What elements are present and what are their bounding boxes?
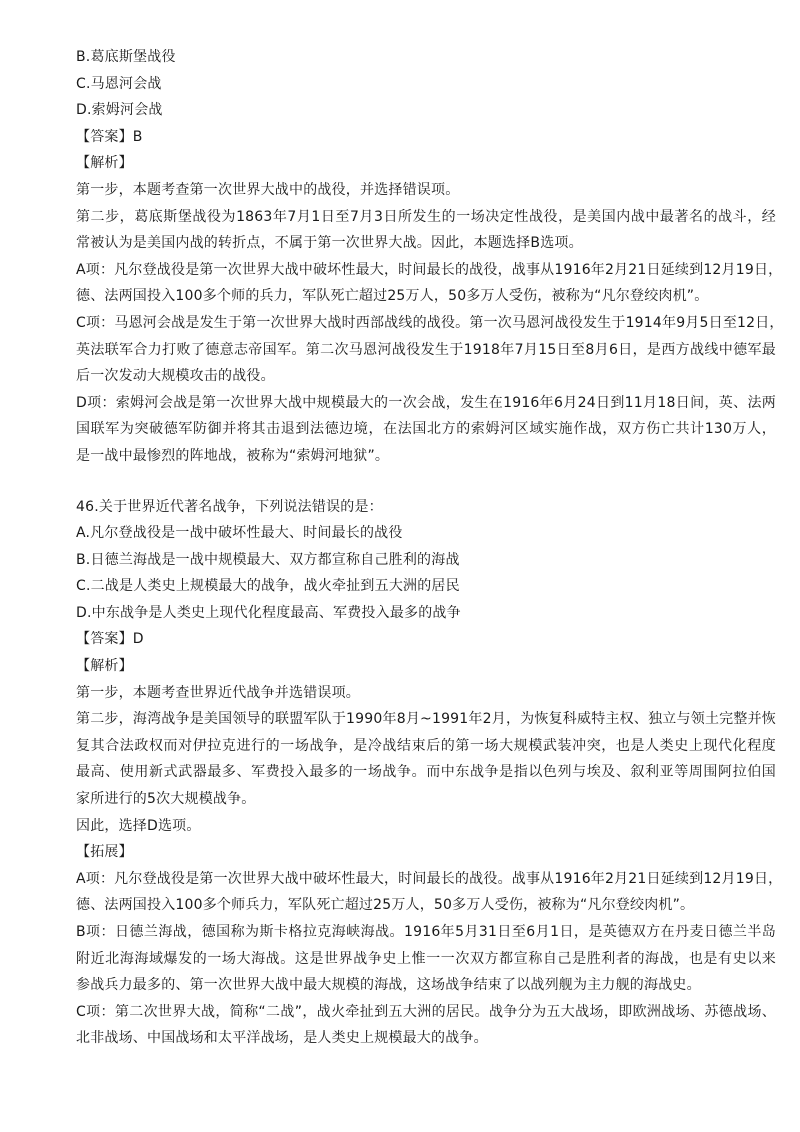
q45-option-c: C.马恩河会战: [76, 75, 162, 92]
q45-step2-line: 第二步，葛底斯堡战役为1863年7月1日至7月3日所发生的一场决定性战役，是美国内战中最著名的战斗，经: [76, 208, 776, 225]
q45-item-a-line: 德、法两国投入100多个师的兵力，军队死亡超过25万人，50多万人受伤，被称为“凡尔登绞肉机”。: [76, 288, 709, 305]
q46-ext-a-line: 德、法两国投入100多个师兵力，军队死亡超过25万人，50多万人受伤，被称为“凡尔登绞肉机”。: [76, 897, 695, 914]
q45-item-c-line: 后一次发动大规模攻击的战役。: [76, 368, 275, 385]
q45-item-c-line: 英法联军合力打败了德意志帝国军。第二次马恩河战役发生于1918年7月15日至8月6日，是西方战线中德军最: [76, 341, 776, 358]
section-spacer: [76, 470, 776, 494]
q45-option-d: D.索姆河会战: [76, 102, 163, 119]
q45-item-a-line: A项：凡尔登战役是第一次世界大战中破坏性最大，时间最长的战役，战事从1916年2月21日延续到12月19日，: [76, 261, 783, 278]
q46-option-a: A.凡尔登战役是一战中破坏性最大、时间最长的战役: [76, 525, 403, 542]
q45-item-c-line: C项：马恩河会战是发生于第一次世界大战时西部战线的战役。第一次马恩河战役发生于1914年9月5日至12日，: [76, 314, 784, 331]
q46-analysis-heading: 【解析】: [76, 658, 133, 675]
q45-item-d-line: 国联军为突破德军防御并将其击退到法德边境，在法国北方的索姆河区域实施作战，双方伤亡共计130万人，: [76, 421, 776, 438]
q45-analysis-heading: 【解析】: [76, 155, 133, 172]
q46-step2-line: 最高、使用新式武器最多、军费投入最多的一场战争。而中东战争是指以色列与埃及、叙利亚等周围阿拉伯国: [76, 764, 776, 781]
q46-ext-b-line: 参战兵力最多的、第一次世界大战中最大规模的海战，这场战争结束了以战列舰为主力舰的海战史。: [76, 977, 701, 994]
q46-answer: 【答案】D: [76, 631, 144, 648]
q46-option-c: C.二战是人类史上规模最大的战争，战火牵扯到五大洲的居民: [76, 578, 460, 595]
q46-ext-b-line: 附近北海海域爆发的一场大海战。这是世界战争史上惟一一次双方都宣称自己是胜利者的海战，也是有史以来: [76, 950, 776, 967]
q46-step2-line: 第二步，海湾战争是美国领导的联盟军队于1990年8月~1991年2月，为恢复科威特主权、独立与领土完整并恢: [76, 711, 776, 728]
q45-step2-line: 常被认为是美国内战的转折点，不属于第一次世界大战。因此，本题选择B选项。: [76, 235, 583, 252]
q45-item-d-line: 是一战中最惨烈的阵地战，被称为“索姆河地狱”。: [76, 447, 390, 464]
document-page: [76, 44, 784, 1052]
q45-step1: 第一步，本题考查第一次世界大战中的战役，并选择错误项。: [76, 181, 460, 198]
q46-conclusion: 因此，选择D选项。: [76, 817, 201, 834]
q46-option-b: B.日德兰海战是一战中规模最大、双方都宣称自己胜利的海战: [76, 551, 460, 568]
q46-question: 46.关于世界近代著名战争，下列说法错误的是：: [76, 498, 383, 515]
q46-step1: 第一步，本题考查世界近代战争并选错误项。: [76, 684, 360, 701]
q46-extension-heading: 【拓展】: [76, 844, 133, 861]
q46-step2-line: 家所进行的5次大规模战争。: [76, 791, 256, 808]
q46-option-d: D.中东战争是人类史上现代化程度最高、军费投入最多的战争: [76, 604, 461, 621]
q45-option-b: B.葛底斯堡战役: [76, 49, 176, 65]
q46-ext-c-line: C项：第二次世界大战，简称“二战”，战火牵扯到五大洲的居民。战争分为五大战场，即欧洲战场、苏德战场、: [76, 1003, 776, 1020]
q46-step2-line: 复其合法政权而对伊拉克进行的一场战争，是冷战结束后的第一场大规模武装冲突，也是人类史上现代化程度: [76, 737, 776, 754]
q45-answer: 【答案】B: [76, 128, 143, 145]
q46-ext-c-line: 北非战场、中国战场和太平洋战场，是人类史上规模最大的战争。: [76, 1030, 488, 1047]
q45-item-d-line: D项：索姆河会战是第一次世界大战中规模最大的一次会战，发生在1916年6月24日到11月18日间，英、法两: [76, 394, 776, 411]
q46-ext-b-line: B项：日德兰海战，德国称为斯卡格拉克海峡海战。1916年5月31日至6月1日，是英德双方在丹麦日德兰半岛: [76, 924, 776, 940]
q46-ext-a-line: A项：凡尔登战役是第一次世界大战中破坏性最大，时间最长的战役。战事从1916年2月21日延续到12月19日，: [76, 870, 783, 887]
